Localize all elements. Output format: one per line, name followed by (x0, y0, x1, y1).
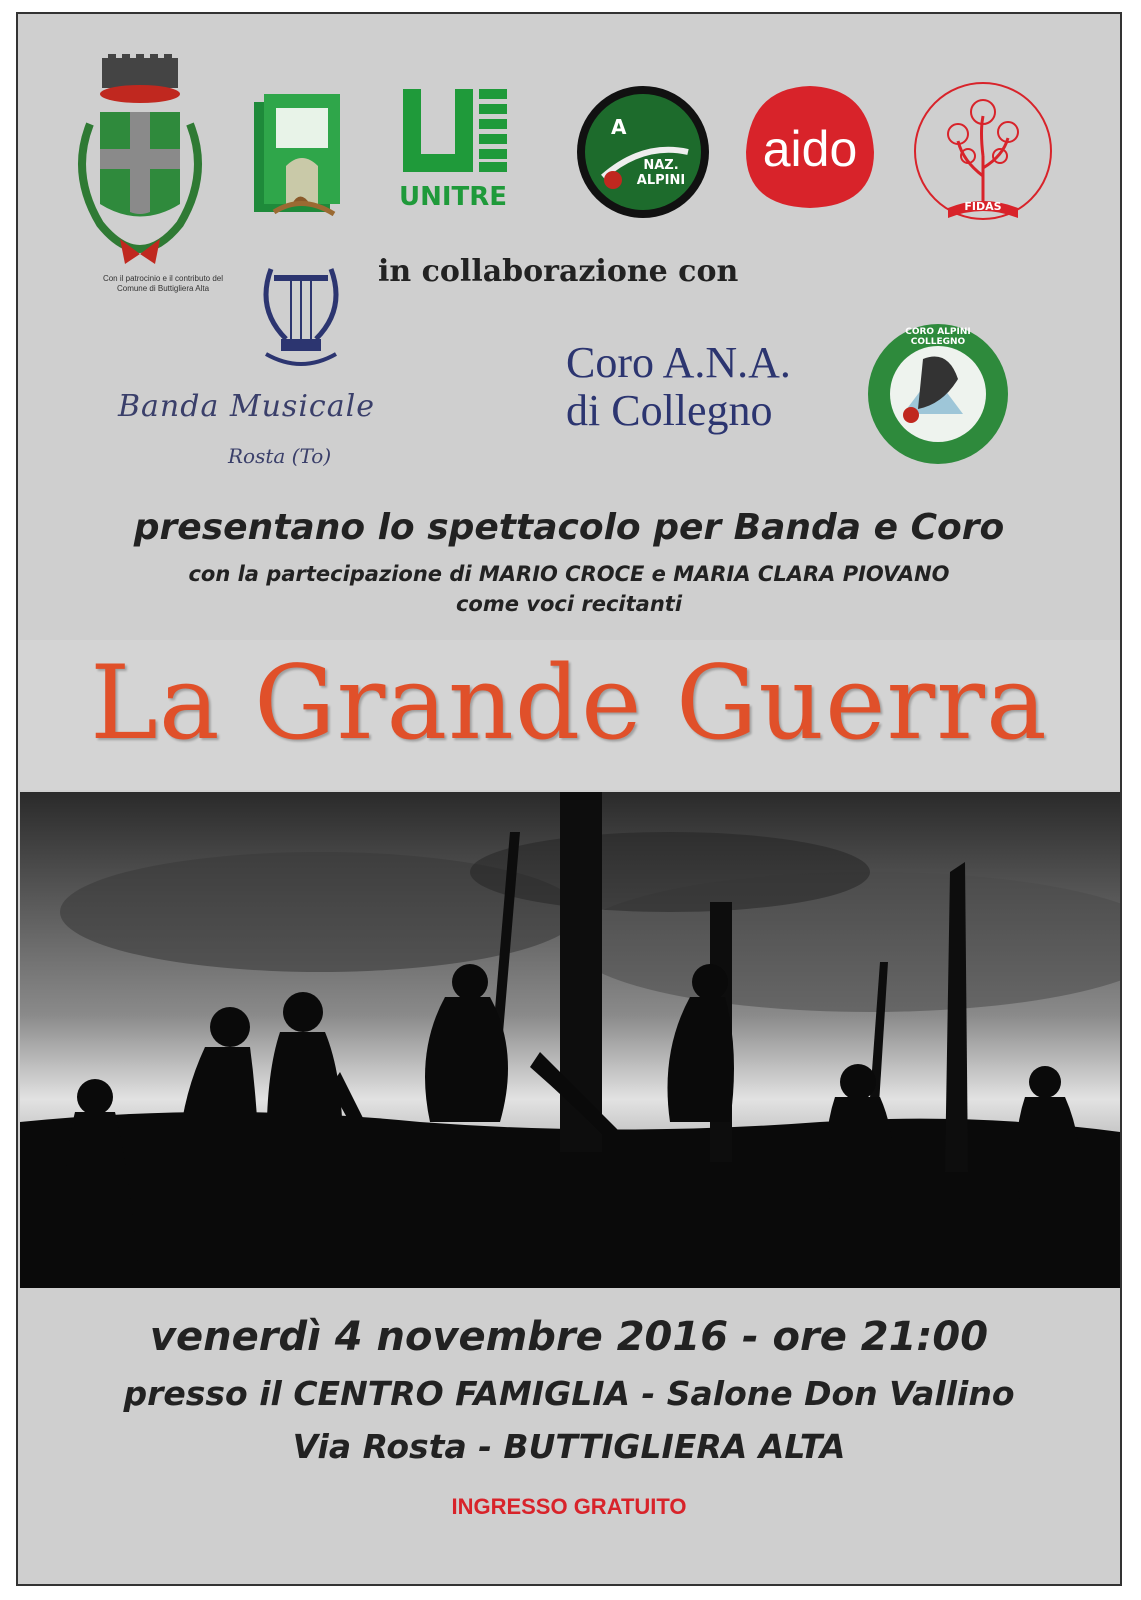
ana-label: NAZ. ALPINI (636, 158, 686, 188)
unitre-label: UNITRE (398, 182, 508, 212)
biblioteca-book-icon (244, 74, 354, 224)
comune-crest-icon (60, 54, 220, 274)
coro-line2: di Collegno (566, 386, 773, 435)
banda-name: Banda Musicale (118, 389, 375, 424)
presentano-heading: presentano lo spettacolo per Banda e Coro (133, 507, 1005, 548)
aido-label: aido (762, 121, 858, 177)
banda-city: Rosta (To) (228, 444, 332, 468)
aido-logo-icon (740, 82, 880, 212)
coro-badge-icon (863, 319, 1013, 469)
collaboration-heading: in collaborazione con (378, 254, 739, 289)
page-title: La Grande Guerra (90, 644, 1048, 763)
voci-line: come voci recitanti (455, 592, 683, 616)
comune-caption: Con il patrocinio e il contributo del Comune di Buttigliera Alta (102, 274, 224, 293)
poster (16, 12, 1122, 1586)
ana-logo-icon (573, 82, 713, 222)
entry-notice: INGRESSO GRATUITO (451, 1494, 687, 1519)
event-address: Via Rosta - BUTTIGLIERA ALTA (292, 1427, 846, 1466)
coro-name (566, 339, 791, 435)
event-venue: presso il CENTRO FAMIGLIA - Salone Don Vallino (123, 1374, 1015, 1413)
svg-text:A: A (611, 115, 627, 139)
coro-line1: Coro A.N.A. (566, 338, 791, 387)
event-date: venerdì 4 novembre 2016 - ore 21:00 (149, 1314, 989, 1360)
soldiers-silhouette-photo (20, 792, 1120, 1288)
coro-badge-label: CORO ALPINI COLLEGNO (905, 327, 971, 347)
partecipazione-line: con la partecipazione di MARIO CROCE e MARIA CLARA PIOVANO (188, 562, 950, 586)
unitre-logo-icon (393, 84, 513, 214)
fidas-tree-icon (908, 76, 1058, 226)
lyre-icon (246, 259, 356, 374)
fidas-label: FIDAS (964, 200, 1002, 213)
